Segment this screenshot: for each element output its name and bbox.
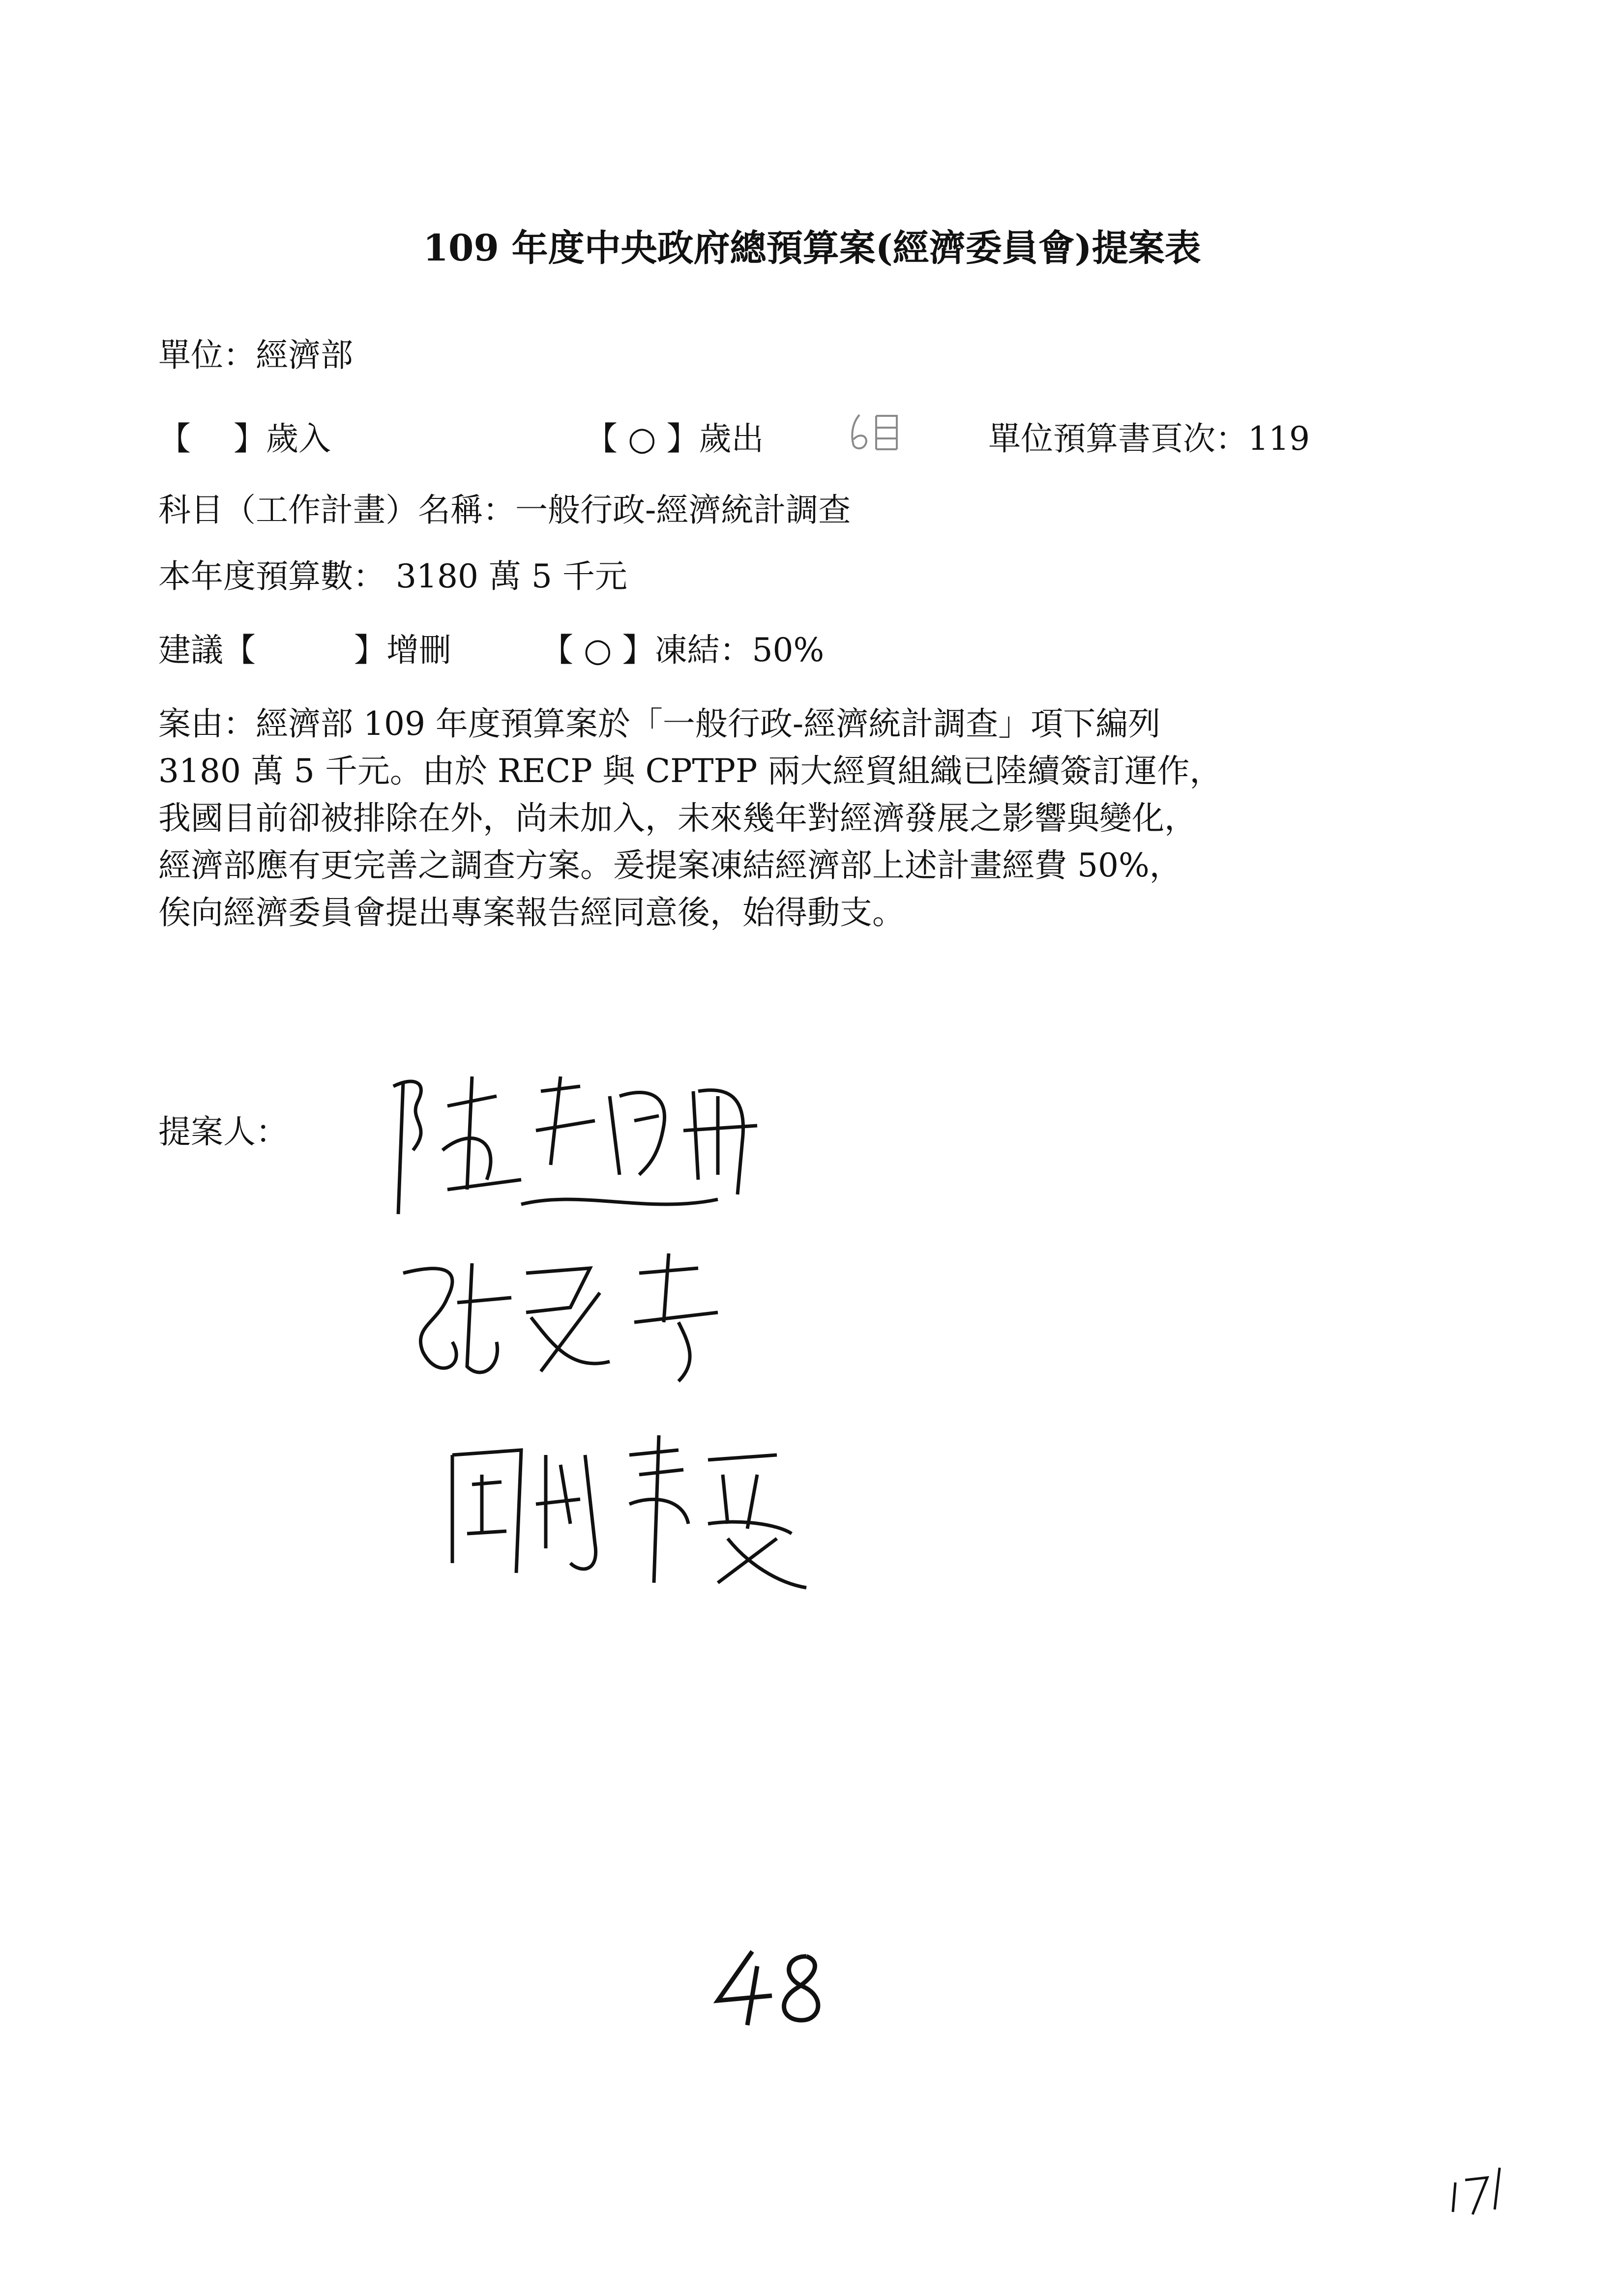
handwritten-page-number xyxy=(708,1947,836,2030)
reason-line: 我國目前卻被排除在外，尚未加入，未來幾年對經濟發展之影響與變化， xyxy=(158,799,1197,837)
signature-1 xyxy=(374,1067,865,1229)
reason-line: 俟向經濟委員會提出專案報告經同意後，始得動支。 xyxy=(158,894,905,931)
handwritten-item-code xyxy=(846,409,905,453)
signature-3 xyxy=(433,1425,826,1593)
signature-2 xyxy=(384,1244,777,1391)
suggestion-label: 建議【 xyxy=(158,631,256,669)
page-reference: 單位預算書頁次：119 xyxy=(988,420,1310,458)
proposer-label: 提案人： xyxy=(158,1113,288,1151)
freeze-checkbox: 【 ○ 】凍結：50% xyxy=(541,631,825,669)
reason-line: 3180 萬 5 千元。由於 RECP 與 CPTPP 兩大經貿組織已陸續簽訂運作， xyxy=(158,752,1222,790)
unit-line: 單位：經濟部 xyxy=(158,336,353,374)
reason-line: 案由：經濟部 109 年度預算案於「一般行政-經濟統計調查」項下編列 xyxy=(158,705,1161,743)
add-delete-checkbox: 】增刪 xyxy=(354,631,451,669)
expenditure-checkbox: 【 ○ 】歲出 xyxy=(585,420,764,458)
reason-paragraph xyxy=(158,700,1496,936)
budget-amount-line: 本年度預算數： 3180 萬 5 千元 xyxy=(158,557,627,595)
subject-line: 科目（工作計畫）名稱：一般行政-經濟統計調查 xyxy=(158,491,851,529)
handwritten-corner-number xyxy=(1446,2163,1514,2217)
form-title: 109 年度中央政府總預算案(經濟委員會)提案表 xyxy=(423,227,1201,269)
revenue-checkbox: 【 】歲入 xyxy=(158,420,331,458)
reason-line: 經濟部應有更完善之調查方案。爰提案凍結經濟部上述計畫經費 50%， xyxy=(158,846,1182,884)
